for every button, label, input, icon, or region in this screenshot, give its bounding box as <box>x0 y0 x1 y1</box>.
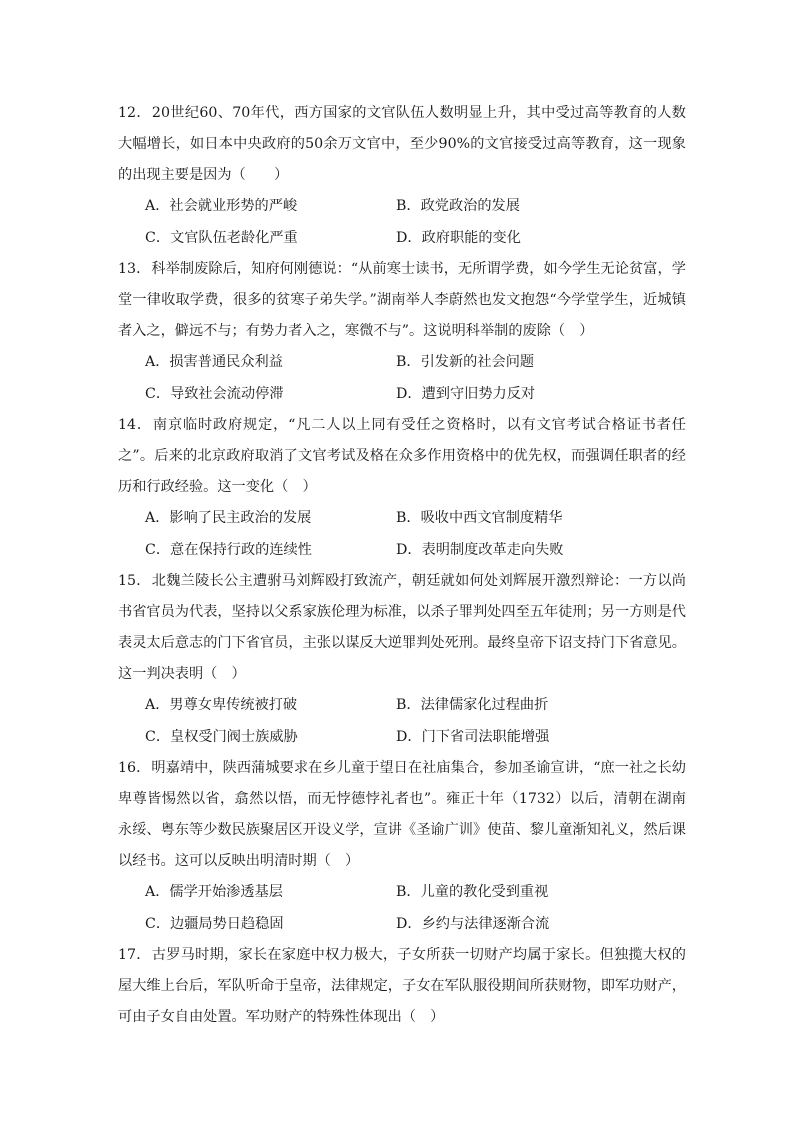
question-13 <box>118 254 686 347</box>
question-list <box>118 98 686 1033</box>
option-b[interactable]: B．儿童的教化受到重视 <box>396 884 549 900</box>
option-a[interactable]: A．男尊女卑传统被打破 <box>145 697 298 713</box>
option-d[interactable]: D．表明制度改革走向失败 <box>396 541 564 558</box>
option-b[interactable]: B．引发新的社会问题 <box>396 354 535 370</box>
question-text: 南京临时政府规定，“凡二人以上同有受任之资格时，以有文官考试合格证书者任之”。后来的北京政府取消了文官考试及格在众多作用资格中的优先权，而强调任职者的经历和行政经验。这一变化（ ） <box>118 417 686 495</box>
option-d[interactable]: D．政府职能的变化 <box>396 229 521 246</box>
question-text: 20世纪60、70年代，西方国家的文官队伍人数明显上升，其中受过高等教育的人数大幅增长，如日本中央政府的50余万文官中，至少90%的文官接受过高等教育，这一现象的出现主要是因为（ ） <box>118 105 686 183</box>
question-16 <box>118 753 686 877</box>
option-a[interactable]: A．影响了民主政治的发展 <box>145 510 312 526</box>
option-c[interactable]: C．导致社会流动停滞 <box>145 385 284 402</box>
options-12 <box>145 191 686 254</box>
option-d[interactable]: D．门下省司法职能增强 <box>396 728 550 745</box>
question-15 <box>118 566 686 690</box>
option-c[interactable]: C．意在保持行政的连续性 <box>145 541 312 558</box>
question-12 <box>118 98 686 191</box>
question-number: 17． <box>118 947 151 963</box>
question-number: 15． <box>118 573 151 589</box>
question-text: 古罗马时期，家长在家庭中权力极大，子女所获一切财产均属于家长。但独揽大权的屋大维上台后，军队听命于皇帝，法律规定，子女在军队服役期间所获财物，即军功财产，可由子女自由处置。军功财产的特殊性体现出（ ） <box>118 947 686 1025</box>
question-number: 12． <box>118 105 151 121</box>
options-14 <box>145 503 686 566</box>
option-c[interactable]: C．文官队伍老龄化严重 <box>145 229 298 246</box>
option-d[interactable]: D．遭到守旧势力反对 <box>396 385 536 402</box>
question-text: 明嘉靖中，陕西蒲城要求在乡儿童于望日在社庙集合，参加圣谕宣讲，“庶一社之长幼卑尊皆惕然以省，翕然以悟，而无悖德悖礼者也”。雍正十年（1732）以后，清朝在湖南永绥、粤东等少数民族聚居区开设义学，宣讲《圣谕广训》使苗、黎儿童渐知礼义，然后课以经书。这可以反映出明清时期（ ） <box>118 760 686 869</box>
options-13 <box>145 347 686 410</box>
option-b[interactable]: B．法律儒家化过程曲折 <box>396 697 549 713</box>
question-text: 北魏兰陵长公主遭驸马刘辉殴打致流产，朝廷就如何处刘辉展开激烈辩论：一方以尚书省官员为代表，坚持以父系家族伦理为标准，以杀子罪判处四至五年徒刑；另一方则是代表灵太后意志的门下省官员，主张以谋反大逆罪判处死刑。最终皇帝下诏支持门下省意见。这一判决表明（ ） <box>118 573 686 682</box>
option-b[interactable]: B．吸收中西文官制度精华 <box>396 510 563 526</box>
question-number: 16． <box>118 760 151 776</box>
option-a[interactable]: A．儒学开始渗透基层 <box>145 884 283 900</box>
option-b[interactable]: B．政党政治的发展 <box>396 198 520 214</box>
question-17 <box>118 940 686 1033</box>
option-a[interactable]: A．社会就业形势的严峻 <box>145 198 298 214</box>
question-14 <box>118 410 686 503</box>
options-15 <box>145 690 686 753</box>
question-text: 科举制废除后，知府何刚德说：“从前寒士读书，无所谓学费，如今学生无论贫富，学堂一律收取学费，很多的贫寒子弟失学。”湖南举人李蔚然也发文抱怨“今学堂学生，近城镇者入之，僻远不与；有势力者入之，寒微不与”。这说明科举制的废除（ ） <box>118 261 686 339</box>
question-number: 14． <box>118 417 152 433</box>
option-c[interactable]: C．皇权受门阀士族威胁 <box>145 728 298 745</box>
question-number: 13． <box>118 261 151 277</box>
option-a[interactable]: A．损害普通民众利益 <box>145 354 283 370</box>
option-c[interactable]: C．边疆局势日趋稳固 <box>145 915 284 932</box>
options-16 <box>145 877 686 940</box>
option-d[interactable]: D．乡约与法律逐渐合流 <box>396 915 550 932</box>
